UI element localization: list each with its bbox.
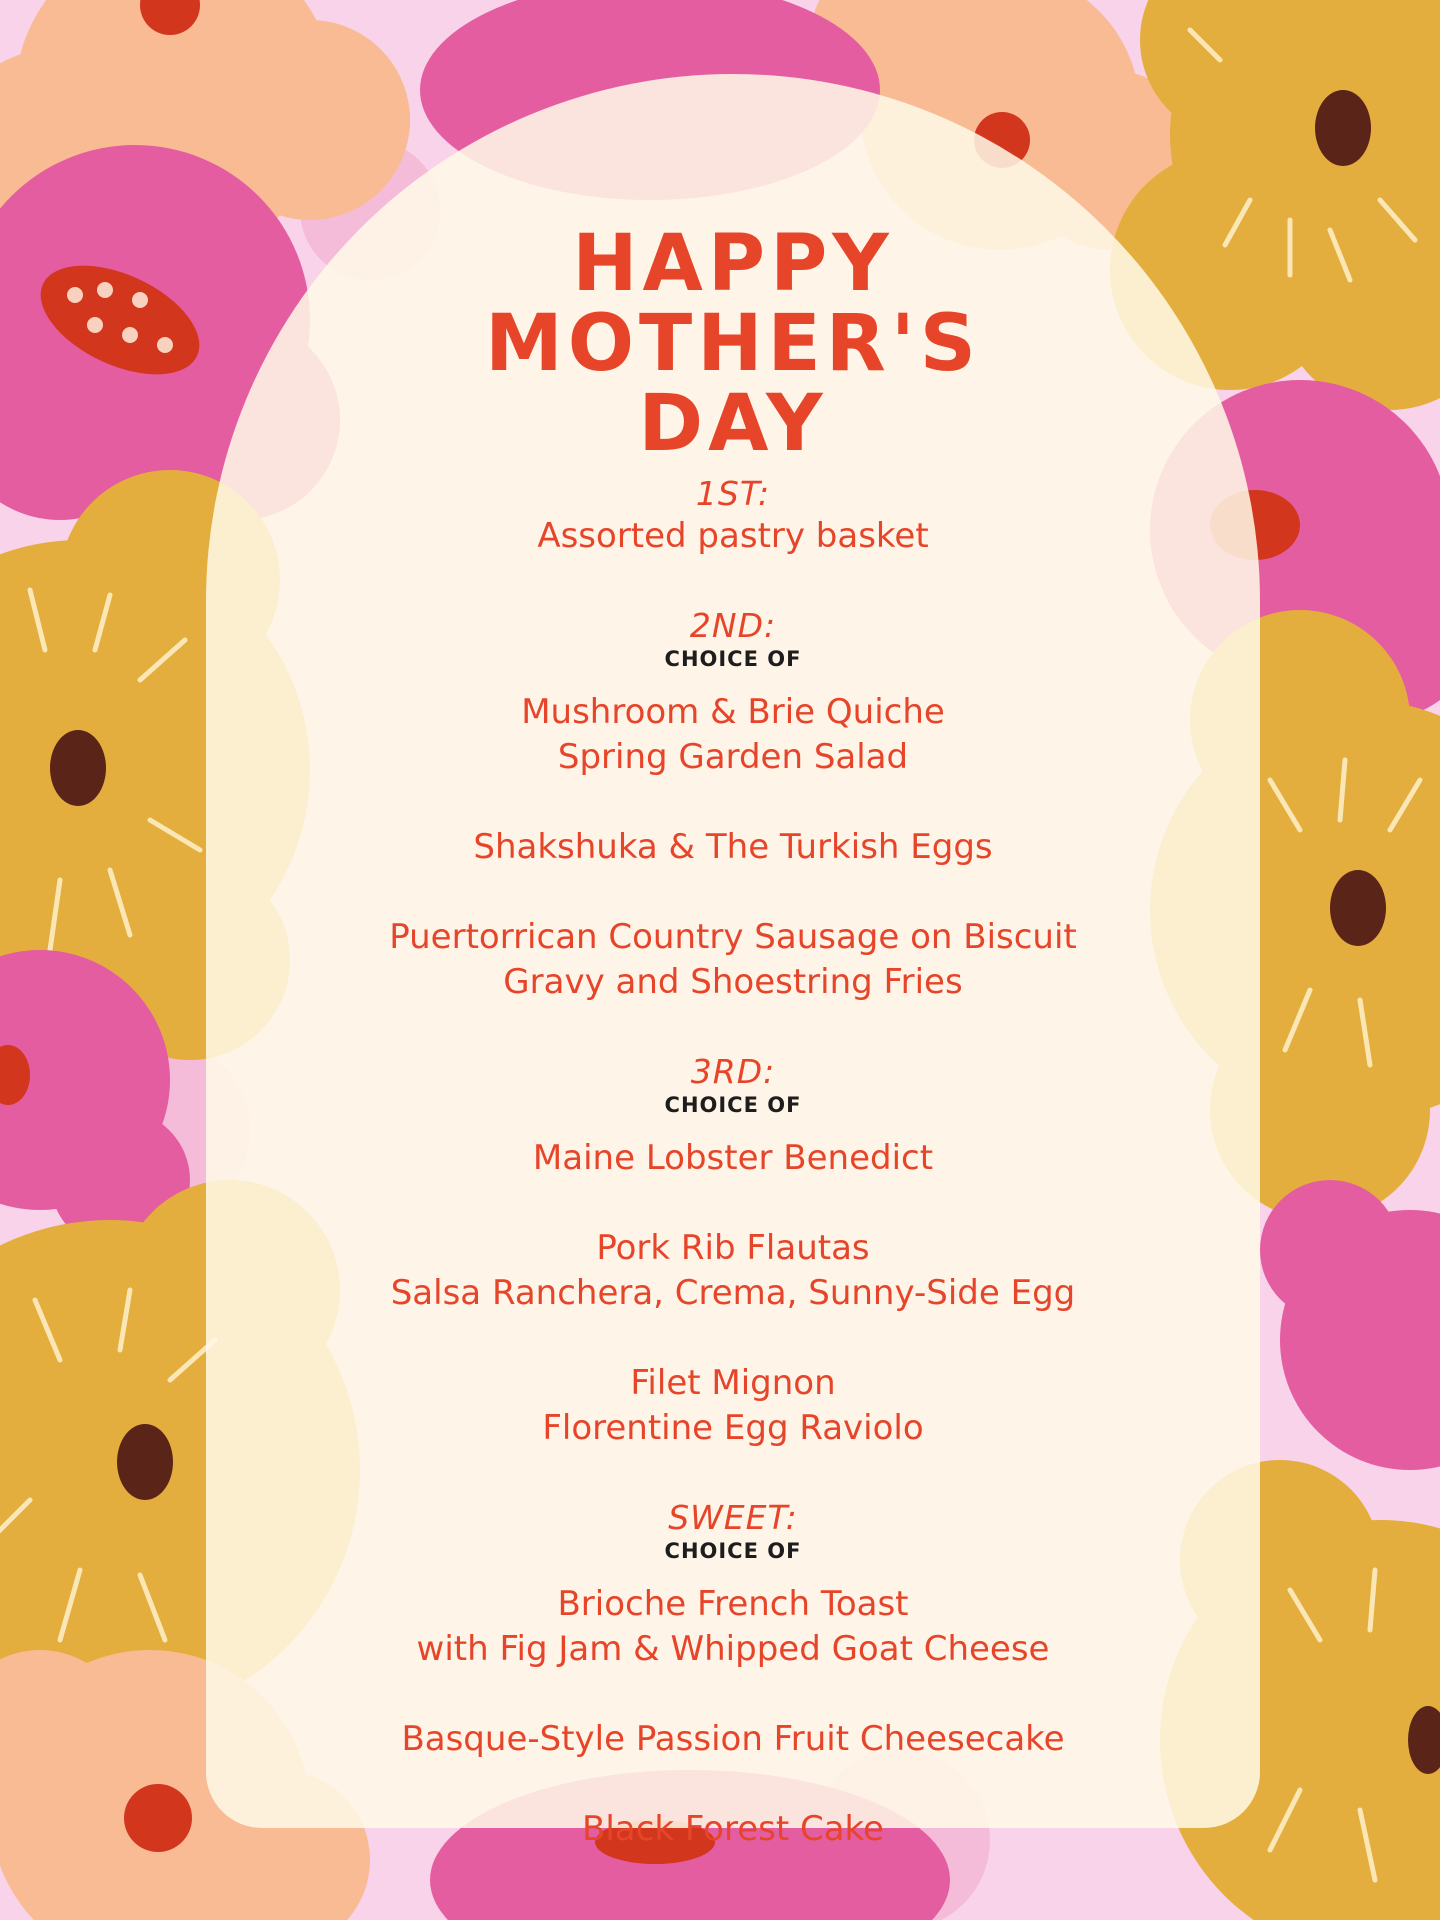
menu-item: Black Forest Cake — [582, 1809, 884, 1849]
menu-title — [206, 219, 1260, 469]
menu-item: with Fig Jam & Whipped Goat Cheese — [416, 1629, 1050, 1669]
choice-of-label: CHOICE OF — [664, 647, 802, 671]
course-heading-first: 1ST: — [695, 474, 771, 513]
menu-item: Brioche French Toast — [557, 1584, 909, 1624]
menu-item: Spring Garden Salad — [557, 737, 909, 777]
course-heading-sweet: SWEET: — [668, 1498, 798, 1537]
menu-list — [206, 474, 1260, 1852]
title-line: HAPPY — [572, 219, 894, 309]
course-heading-second: 2ND: — [689, 606, 777, 645]
menu-item: Florentine Egg Raviolo — [542, 1408, 924, 1448]
menu-item: Gravy and Shoestring Fries — [503, 962, 963, 1002]
pink-flower-bottom-right — [1260, 1180, 1440, 1470]
menu-item: Basque-Style Passion Fruit Cheesecake — [401, 1719, 1065, 1759]
menu-item: Shakshuka & The Turkish Eggs — [473, 827, 993, 867]
menu-item: Puertorrican Country Sausage on Biscuit — [389, 917, 1077, 957]
menu-item: Pork Rib Flautas — [596, 1228, 870, 1268]
menu-item: Salsa Ranchera, Crema, Sunny-Side Egg — [390, 1273, 1076, 1313]
menu-item: Filet Mignon — [630, 1363, 836, 1403]
course-heading-third: 3RD: — [690, 1052, 776, 1091]
choice-of-label: CHOICE OF — [664, 1093, 802, 1117]
menu-item: Mushroom & Brie Quiche — [521, 692, 945, 732]
title-line: DAY — [638, 379, 828, 469]
menu-item: Assorted pastry basket — [537, 516, 929, 556]
menu-item: Maine Lobster Benedict — [532, 1138, 934, 1178]
choice-of-label: CHOICE OF — [664, 1539, 802, 1563]
menu-arch-panel — [206, 74, 1260, 1849]
title-line: MOTHER'S — [485, 299, 981, 389]
